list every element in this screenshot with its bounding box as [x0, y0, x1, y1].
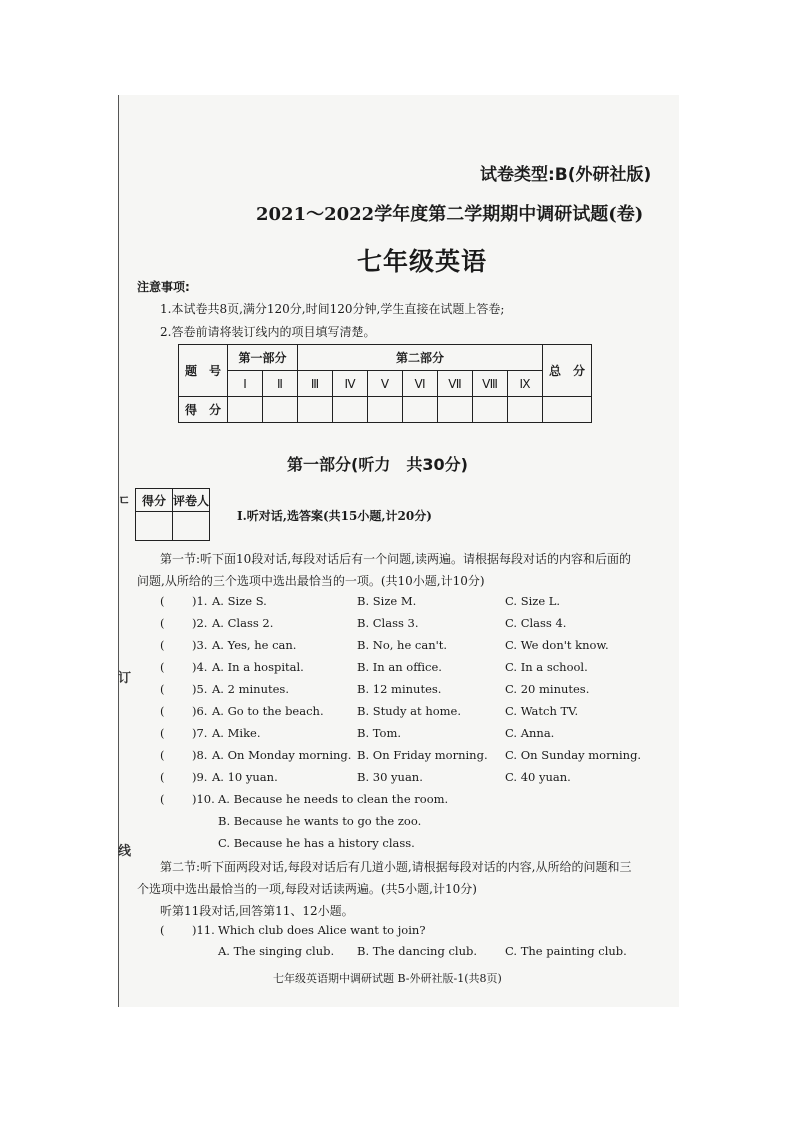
- question-number: )11.: [192, 923, 215, 937]
- score-cell[interactable]: [438, 397, 473, 423]
- col-header: Ⅱ: [263, 371, 298, 397]
- binding-mark-2: 订: [118, 671, 132, 686]
- answer-paren[interactable]: (: [160, 770, 165, 784]
- grader-name-cell[interactable]: [173, 512, 210, 541]
- notice-item-1: 1.本试卷共8页,满分120分,时间120分钟,学生直接在试题上答卷;: [160, 302, 505, 316]
- option-a: A. Size S.: [212, 594, 267, 608]
- option-b: B. The dancing club.: [357, 944, 478, 958]
- total-score-cell[interactable]: [543, 397, 592, 423]
- score-cell[interactable]: [228, 397, 263, 423]
- col-header: Ⅷ: [473, 371, 508, 397]
- option-a: A. Class 2.: [212, 616, 274, 630]
- answer-paren[interactable]: (: [160, 682, 165, 696]
- option-a: A. Mike.: [212, 726, 261, 740]
- total-label: 总 分: [543, 345, 592, 397]
- grader-box: [135, 488, 210, 541]
- option-c: C. On Sunday morning.: [505, 748, 642, 762]
- option-b: B. No, he can't.: [357, 638, 448, 652]
- answer-paren[interactable]: (: [160, 660, 165, 674]
- question-number-label: 题 号: [179, 345, 228, 397]
- option-a: A. 10 yuan.: [212, 770, 278, 784]
- option-b: B. 30 yuan.: [357, 770, 423, 784]
- notice-item-2: 2.答卷前请将装订线内的项目填写清楚。: [160, 325, 376, 339]
- binding-mark-3: 线: [118, 844, 132, 859]
- question-number: )1.: [192, 594, 208, 608]
- score-cell[interactable]: [473, 397, 508, 423]
- section-heading: Ⅰ.听对话,选答案(共15小题,计20分): [237, 509, 432, 523]
- score-cell[interactable]: [368, 397, 403, 423]
- answer-paren[interactable]: (: [160, 726, 165, 740]
- paper-type-label: 试卷类型:B(外研社版): [480, 165, 652, 185]
- grader-score-label: 得分: [136, 489, 173, 512]
- score-cell[interactable]: [508, 397, 543, 423]
- question-number: )8.: [192, 748, 208, 762]
- dialogue-11-note: 听第11段对话,回答第11、12小题。: [160, 904, 354, 918]
- option-a: A. On Monday morning.: [212, 748, 352, 762]
- question-stem: Which club does Alice want to join?: [218, 923, 426, 937]
- answer-paren[interactable]: (: [160, 638, 165, 652]
- score-cell[interactable]: [298, 397, 333, 423]
- exam-title: 2021～2022学年度第二学期期中调研试题(卷): [256, 204, 644, 225]
- section1-intro-line1: 第一节:听下面10段对话,每段对话后有一个问题,读两遍。请根据每段对话的内容和后面的: [160, 552, 631, 566]
- col-header: Ⅵ: [403, 371, 438, 397]
- option-b: B. Tom.: [357, 726, 402, 740]
- option-c: C. Watch TV.: [505, 704, 579, 718]
- option-b: B. Study at home.: [357, 704, 462, 718]
- section2-intro-line2: 个选项中选出最恰当的一项,每段对话读两遍。(共5小题,计10分): [137, 882, 477, 896]
- col-header: Ⅰ: [228, 371, 263, 397]
- question-number: )3.: [192, 638, 208, 652]
- notice-heading: 注意事项:: [137, 280, 190, 294]
- option-b: B. Because he wants to go the zoo.: [218, 814, 422, 828]
- part1-title: 第一部分(听力 共30分): [287, 455, 468, 474]
- part2-header: 第二部分: [298, 345, 543, 371]
- question-number: )2.: [192, 616, 208, 630]
- answer-paren[interactable]: (: [160, 704, 165, 718]
- part1-header: 第一部分: [228, 345, 298, 371]
- option-a: A. Because he needs to clean the room.: [218, 792, 449, 806]
- option-c: C. Because he has a history class.: [218, 836, 415, 850]
- answer-paren[interactable]: (: [160, 748, 165, 762]
- option-a: A. Yes, he can.: [212, 638, 297, 652]
- option-c: C. Size L.: [505, 594, 561, 608]
- binding-mark-1: ㄷ: [118, 494, 131, 509]
- question-number: )4.: [192, 660, 208, 674]
- answer-paren[interactable]: (: [160, 594, 165, 608]
- score-cell[interactable]: [333, 397, 368, 423]
- score-row-label: 得 分: [179, 397, 228, 423]
- col-header: Ⅶ: [438, 371, 473, 397]
- option-a: A. Go to the beach.: [212, 704, 324, 718]
- option-a: A. 2 minutes.: [212, 682, 289, 696]
- option-a: A. The singing club.: [218, 944, 335, 958]
- answer-paren[interactable]: (: [160, 923, 165, 937]
- option-c: C. 20 minutes.: [505, 682, 590, 696]
- page-footer: 七年级英语期中调研试题 B-外研社版-1(共8页): [273, 972, 502, 985]
- option-c: C. We don't know.: [505, 638, 609, 652]
- option-c: C. Anna.: [505, 726, 555, 740]
- option-c: C. In a school.: [505, 660, 588, 674]
- section1-intro-line2: 问题,从所给的三个选项中选出最恰当的一项。(共10小题,计10分): [137, 574, 485, 588]
- question-number: )5.: [192, 682, 208, 696]
- col-header: Ⅳ: [333, 371, 368, 397]
- option-b: B. On Friday morning.: [357, 748, 488, 762]
- option-c: C. Class 4.: [505, 616, 567, 630]
- option-a: A. In a hospital.: [212, 660, 304, 674]
- grader-name-label: 评卷人: [173, 489, 210, 512]
- option-b: B. Class 3.: [357, 616, 419, 630]
- subject-title: 七年级英语: [357, 247, 488, 276]
- option-b: B. Size M.: [357, 594, 417, 608]
- option-c: C. 40 yuan.: [505, 770, 571, 784]
- question-number: )10.: [192, 792, 215, 806]
- score-cell[interactable]: [403, 397, 438, 423]
- col-header: Ⅲ: [298, 371, 333, 397]
- option-c: C. The painting club.: [505, 944, 627, 958]
- answer-paren[interactable]: (: [160, 616, 165, 630]
- option-b: B. 12 minutes.: [357, 682, 442, 696]
- option-b: B. In an office.: [357, 660, 442, 674]
- question-number: )6.: [192, 704, 208, 718]
- score-cell[interactable]: [263, 397, 298, 423]
- question-number: )7.: [192, 726, 208, 740]
- score-table: [178, 344, 592, 423]
- question-number: )9.: [192, 770, 208, 784]
- col-header: Ⅴ: [368, 371, 403, 397]
- col-header: Ⅸ: [508, 371, 543, 397]
- answer-paren[interactable]: (: [160, 792, 165, 806]
- grader-score-cell[interactable]: [136, 512, 173, 541]
- section2-intro-line1: 第二节:听下面两段对话,每段对话后有几道小题,请根据每段对话的内容,从所给的问题和三: [160, 860, 632, 874]
